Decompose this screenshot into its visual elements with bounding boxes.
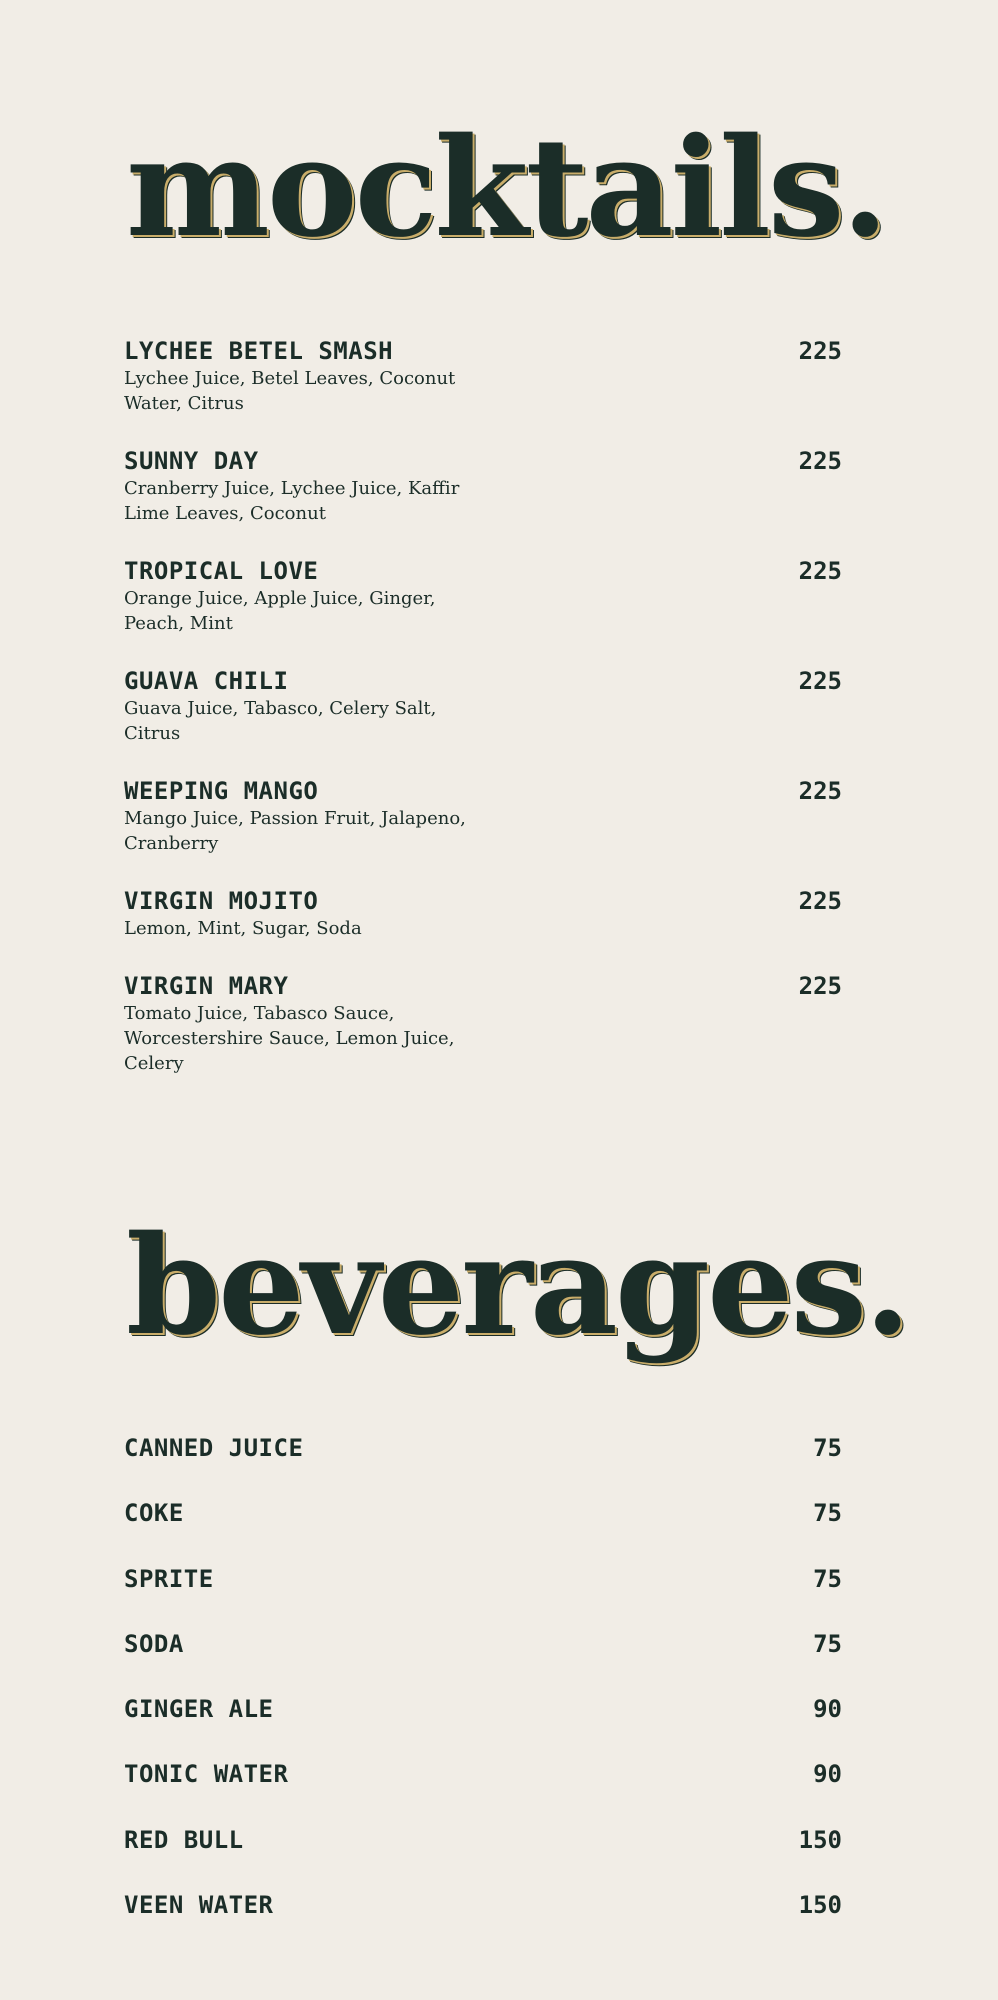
item-price: 225: [798, 887, 842, 915]
item-price: 225: [798, 557, 842, 585]
item-name: WEEPING MANGO: [124, 777, 319, 805]
item-name: COKE: [124, 1499, 184, 1528]
item-price: 75: [813, 1499, 842, 1528]
menu-item-soda: [124, 1629, 842, 1694]
item-description: Guava Juice, Tabasco, Celery Salt, Citrus: [124, 698, 437, 744]
menu-item-canned-juice: [124, 1433, 842, 1498]
item-name: SUNNY DAY: [124, 447, 259, 475]
menu-item-virgin-mary: [124, 971, 842, 1081]
item-name: SPRITE: [124, 1564, 214, 1593]
item-price: 225: [798, 972, 842, 1000]
item-name: GUAVA CHILI: [124, 667, 289, 695]
item-name: CANNED JUICE: [124, 1434, 304, 1462]
item-name: VIRGIN MARY: [124, 972, 289, 1000]
menu-item-red-bull: [124, 1825, 842, 1890]
item-name: VEEN WATER: [124, 1891, 274, 1920]
item-description: Orange Juice, Apple Juice, Ginger, Peach, Mint: [124, 588, 436, 634]
item-name: GINGER ALE: [124, 1695, 274, 1724]
menu-item-ginger-ale: [124, 1694, 842, 1759]
item-price: 225: [798, 337, 842, 365]
item-price: 90: [813, 1695, 842, 1724]
item-name: SODA: [124, 1629, 184, 1658]
item-name: TROPICAL LOVE: [124, 557, 319, 585]
item-name: TONIC WATER: [124, 1760, 289, 1789]
item-price: 90: [813, 1760, 842, 1789]
beverages-list: [124, 1433, 842, 1955]
item-price: 150: [798, 1891, 842, 1920]
item-price: 225: [798, 447, 842, 475]
item-description: Lemon, Mint, Sugar, Soda: [124, 918, 362, 939]
menu-item-sprite: [124, 1564, 842, 1629]
item-description: Lychee Juice, Betel Leaves, Coconut Water, Citrus: [124, 368, 456, 414]
item-price: 150: [798, 1825, 842, 1854]
item-price: 75: [813, 1434, 842, 1462]
item-price: 75: [813, 1564, 842, 1593]
mocktails-list: [124, 336, 842, 1081]
menu-item-tonic-water: [124, 1759, 842, 1824]
menu-item-tropical-love: [124, 556, 842, 666]
item-name: LYCHEE BETEL SMASH: [124, 337, 394, 365]
item-price: 75: [813, 1629, 842, 1658]
item-price: 225: [798, 777, 842, 805]
menu-item-lychee-betel-smash: [124, 336, 842, 446]
beverages-section-title: beverages.: [126, 1206, 909, 1366]
item-price: 225: [798, 667, 842, 695]
menu-item-coke: [124, 1498, 842, 1563]
menu-item-sunny-day: [124, 446, 842, 556]
mocktails-section-title: mocktails.: [126, 108, 886, 268]
item-name: VIRGIN MOJITO: [124, 887, 319, 915]
item-name: RED BULL: [124, 1825, 244, 1854]
menu-item-veen-water: [124, 1890, 842, 1955]
item-description: Mango Juice, Passion Fruit, Jalapeno, Cranberry: [124, 808, 466, 854]
item-description: Tomato Juice, Tabasco Sauce, Worcestershire Sauce, Lemon Juice, Celery: [124, 1003, 455, 1074]
menu-item-weeping-mango: [124, 776, 842, 886]
item-description: Cranberry Juice, Lychee Juice, Kaffir Lime Leaves, Coconut: [124, 478, 460, 524]
menu-item-virgin-mojito: [124, 886, 842, 971]
menu-item-guava-chili: [124, 666, 842, 776]
